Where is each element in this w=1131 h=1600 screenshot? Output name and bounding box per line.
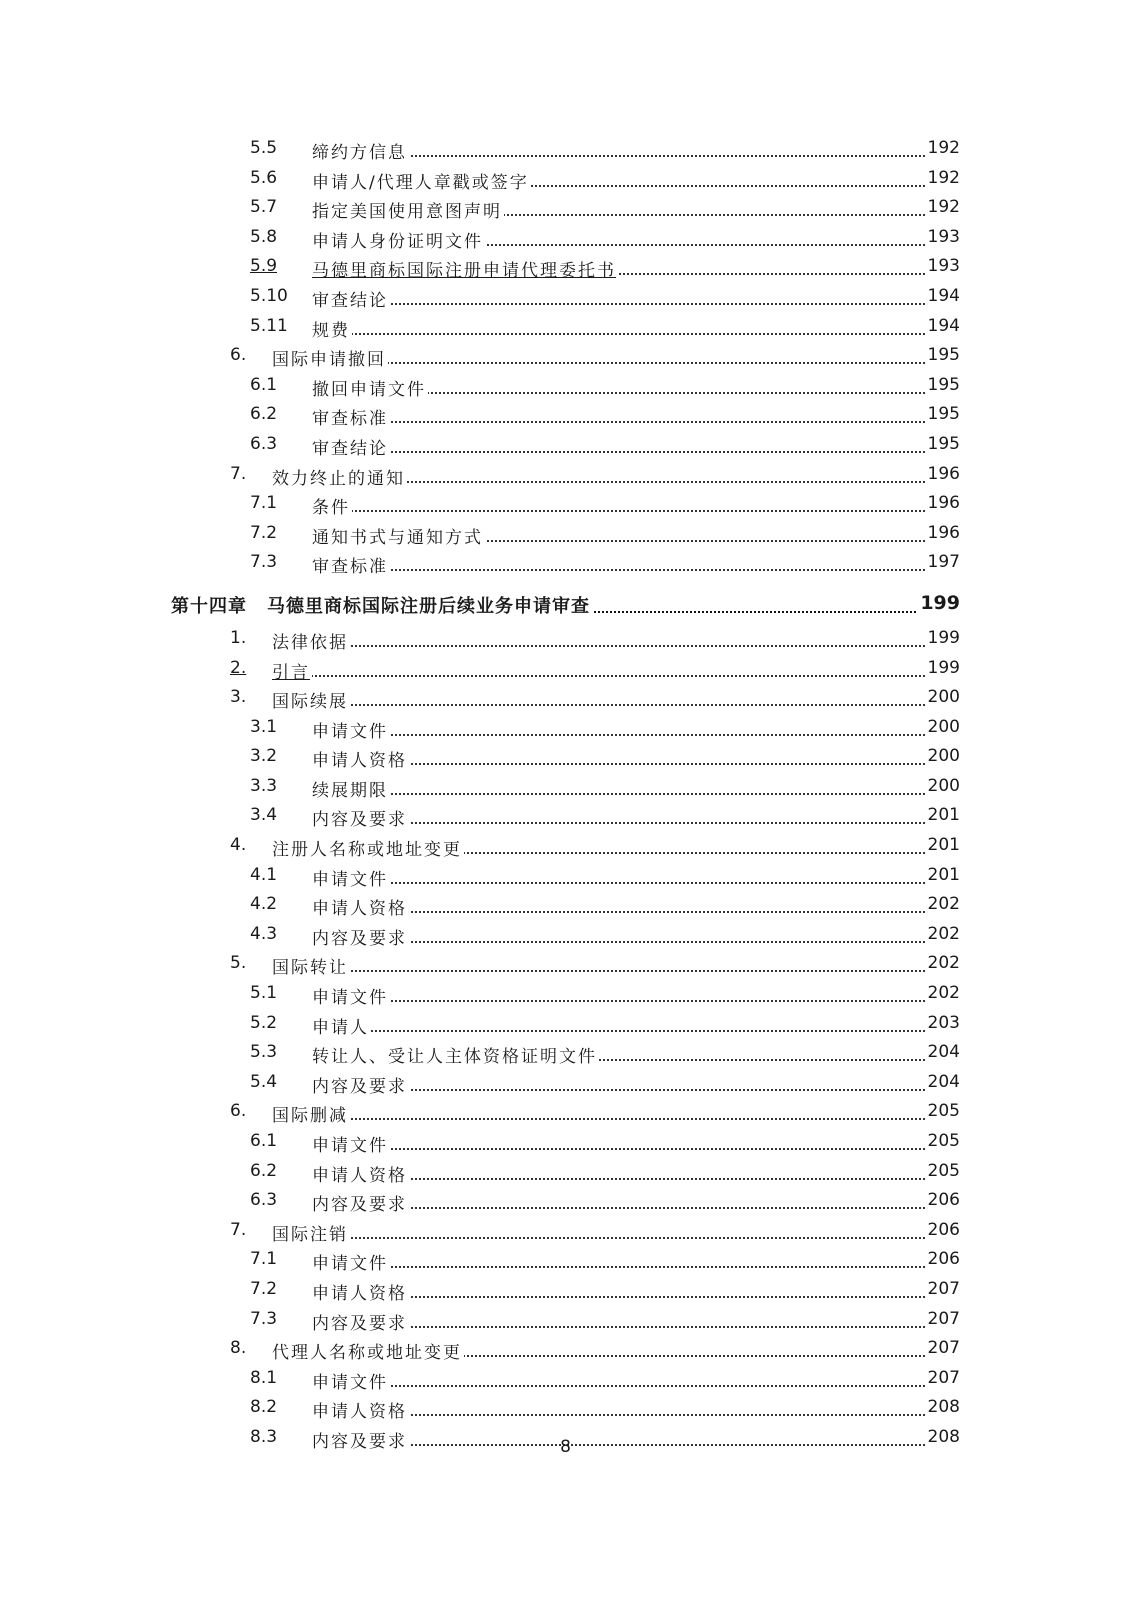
toc-entry-number: 7.3 [250, 1308, 278, 1329]
toc-page-number: 205 [927, 1131, 960, 1151]
toc-entry[interactable] [0, 1334, 1131, 1364]
toc-entry-number: 1. [230, 627, 247, 648]
toc-entry[interactable] [0, 1275, 1131, 1305]
toc-dot-leader [272, 645, 960, 647]
toc-entry-title: 申请文件 [312, 865, 390, 890]
toc-page-number: 195 [927, 433, 960, 454]
toc-dot-leader [312, 1178, 960, 1180]
toc-entry-title: 国际删减 [272, 1101, 350, 1126]
toc-entry[interactable] [0, 1038, 1131, 1068]
toc-page-number: 206 [927, 1190, 960, 1211]
toc-entry[interactable] [0, 371, 1131, 401]
toc-entry-title: 国际注销 [272, 1220, 350, 1245]
toc-entry[interactable] [0, 890, 1131, 920]
toc-entry[interactable] [0, 1097, 1131, 1127]
toc-entry-number: 5.2 [250, 1012, 278, 1033]
toc-page-number: 199 [927, 627, 960, 648]
toc-page-number: 205 [927, 1101, 960, 1122]
toc-page-number: 202 [927, 923, 960, 944]
toc-page-number: 206 [927, 1249, 960, 1270]
toc-entry-number: 5.1 [250, 983, 278, 1004]
toc-entry[interactable] [0, 1009, 1131, 1039]
toc-entry-title: 通知书式与通知方式 [312, 523, 485, 548]
toc-entry[interactable] [0, 460, 1131, 490]
toc-entry-title: 审查结论 [312, 286, 390, 311]
toc-entry-number: 2. [230, 657, 247, 678]
toc-page-number: 194 [927, 315, 960, 336]
toc-dot-leader [312, 911, 960, 913]
toc-entry-number: 3.4 [250, 805, 278, 826]
toc-entry[interactable] [0, 683, 1131, 713]
toc-entry-number: 3.2 [250, 746, 278, 767]
toc-entry[interactable] [0, 400, 1131, 430]
toc-page-number: 200 [927, 716, 960, 737]
toc-entry-title: 马德里商标国际注册后续业务申请审查 [267, 592, 592, 618]
toc-page-number: 207 [927, 1308, 960, 1329]
toc-entry-number: 5.7 [250, 197, 278, 218]
toc-entry-title: 审查标准 [312, 552, 390, 577]
toc-entry[interactable] [0, 1068, 1131, 1098]
toc-page-number: 205 [927, 1160, 960, 1181]
table-of-contents [0, 134, 1131, 1453]
toc-entry-title: 国际续展 [272, 687, 350, 712]
toc-entry-title: 条件 [312, 493, 352, 518]
toc-entry-title: 审查结论 [312, 434, 390, 459]
toc-entry[interactable] [0, 949, 1131, 979]
toc-page-number: 195 [927, 345, 960, 366]
toc-entry-number: 7.1 [250, 493, 278, 514]
toc-dot-leader [312, 941, 960, 943]
toc-dot-leader [312, 333, 960, 335]
toc-entry[interactable] [0, 1393, 1131, 1423]
toc-page-number: 195 [927, 404, 960, 425]
toc-dot-leader [312, 1296, 960, 1298]
toc-page-number: 201 [927, 864, 960, 885]
toc-entry-title: 内容及要求 [312, 924, 409, 949]
toc-page-number: 192 [927, 167, 960, 188]
toc-entry[interactable] [0, 312, 1131, 342]
toc-entry-title: 申请文件 [312, 717, 390, 742]
toc-entry-title: 内容及要求 [312, 1072, 409, 1097]
toc-entry-title: 审查标准 [312, 404, 390, 429]
toc-entry[interactable] [0, 223, 1131, 253]
toc-entry[interactable] [0, 624, 1131, 654]
toc-dot-leader [272, 1118, 960, 1120]
toc-page-number: 200 [927, 775, 960, 796]
toc-dot-leader [312, 822, 960, 824]
toc-entry-title: 申请人资格 [312, 1279, 409, 1304]
toc-entry-title: 注册人名称或地址变更 [272, 835, 464, 860]
toc-entry-title: 效力终止的通知 [272, 464, 407, 489]
toc-entry[interactable] [0, 1186, 1131, 1216]
toc-page-number: 193 [927, 256, 960, 277]
toc-entry[interactable] [0, 920, 1131, 950]
toc-page-number: 207 [927, 1367, 960, 1388]
toc-dot-leader [312, 1414, 960, 1416]
toc-page-number: 194 [927, 285, 960, 306]
toc-dot-leader [312, 569, 960, 571]
toc-page-number: 208 [927, 1426, 960, 1447]
toc-dot-leader [312, 510, 960, 512]
toc-entry-number: 3.1 [250, 716, 278, 737]
toc-entry-title: 转让人、受让人主体资格证明文件 [312, 1042, 599, 1067]
toc-page-number: 207 [927, 1278, 960, 1299]
toc-dot-leader [312, 1000, 960, 1002]
toc-page-number: 204 [927, 1042, 960, 1063]
toc-dot-leader [312, 793, 960, 795]
toc-entry-number: 6.2 [250, 404, 278, 425]
toc-dot-leader [312, 882, 960, 884]
toc-entry[interactable] [0, 861, 1131, 891]
toc-page-number: 196 [927, 522, 960, 543]
toc-page-number: 199 [927, 657, 960, 678]
toc-entry[interactable] [0, 489, 1131, 519]
toc-entry[interactable] [0, 654, 1131, 684]
toc-page-number: 196 [927, 463, 960, 484]
toc-entry-title: 申请文件 [312, 1131, 390, 1156]
toc-dot-leader [312, 421, 960, 423]
toc-entry-title: 内容及要求 [312, 1309, 409, 1334]
toc-page-number: 203 [927, 1012, 960, 1033]
toc-entry-title: 申请人资格 [312, 1161, 409, 1186]
toc-entry[interactable] [0, 282, 1131, 312]
toc-entry-number: 3. [230, 687, 247, 708]
toc-entry-title: 申请人资格 [312, 746, 409, 771]
toc-entry-number: 6.1 [250, 374, 278, 395]
toc-entry[interactable] [0, 1305, 1131, 1335]
toc-page-number: 201 [927, 835, 960, 856]
toc-page-number: 193 [927, 226, 960, 247]
toc-dot-leader [312, 1326, 960, 1328]
toc-entry-number: 5. [230, 953, 247, 974]
toc-dot-leader [312, 1030, 960, 1032]
toc-page-number: 199 [920, 591, 960, 614]
toc-entry-title: 撤回申请文件 [312, 375, 428, 400]
toc-entry[interactable] [0, 1245, 1131, 1275]
toc-entry-number: 4.2 [250, 894, 278, 915]
toc-entry-number: 4.3 [250, 923, 278, 944]
toc-entry[interactable] [0, 430, 1131, 460]
toc-entry-title: 续展期限 [312, 776, 390, 801]
toc-entry-title: 指定美国使用意图声明 [312, 197, 504, 222]
toc-entry-number: 6.2 [250, 1160, 278, 1181]
toc-dot-leader [312, 1089, 960, 1091]
toc-entry-title: 引言 [272, 658, 312, 683]
toc-entry-number: 6. [230, 1101, 247, 1122]
toc-entry-number: 8. [230, 1338, 247, 1359]
toc-page-number: 207 [927, 1338, 960, 1359]
toc-entry[interactable] [0, 548, 1131, 578]
toc-entry-title: 申请文件 [312, 983, 390, 1008]
toc-entry-number: 8.3 [250, 1426, 278, 1447]
toc-entry-number: 5.8 [250, 226, 278, 247]
toc-entry-title: 内容及要求 [312, 805, 409, 830]
toc-page-number: 197 [927, 552, 960, 573]
toc-page-number: 202 [927, 953, 960, 974]
toc-dot-leader [272, 675, 960, 677]
toc-entry[interactable] [0, 831, 1131, 861]
toc-dot-leader [272, 970, 960, 972]
toc-entry-number: 5.9 [250, 256, 278, 277]
toc-entry[interactable] [0, 742, 1131, 772]
toc-entry-title: 代理人名称或地址变更 [272, 1338, 464, 1363]
toc-entry-title: 申请人资格 [312, 1397, 409, 1422]
toc-dot-leader [272, 1237, 960, 1239]
toc-entry-number: 6.3 [250, 1190, 278, 1211]
toc-entry-number: 4. [230, 835, 247, 856]
toc-dot-leader [312, 1207, 960, 1209]
toc-entry[interactable] [0, 801, 1131, 831]
toc-dot-leader [312, 155, 960, 157]
toc-entry[interactable] [0, 341, 1131, 371]
toc-entry[interactable] [0, 164, 1131, 194]
toc-page-number: 206 [927, 1219, 960, 1240]
toc-page-number: 202 [927, 983, 960, 1004]
toc-entry[interactable] [0, 979, 1131, 1009]
toc-entry-title: 缔约方信息 [312, 138, 409, 163]
toc-entry-number: 4.1 [250, 864, 278, 885]
toc-entry-title: 马德里商标国际注册申请代理委托书 [312, 256, 618, 281]
toc-entry[interactable] [0, 1127, 1131, 1157]
toc-entry[interactable] [0, 519, 1131, 549]
toc-entry-title: 申请人 [312, 1013, 371, 1038]
toc-entry-title: 内容及要求 [312, 1427, 409, 1452]
toc-entry-title: 申请文件 [312, 1368, 390, 1393]
toc-entry-title: 国际转让 [272, 953, 350, 978]
toc-entry-number: 6.3 [250, 433, 278, 454]
toc-entry-number: 5.10 [250, 285, 288, 306]
toc-dot-leader [312, 763, 960, 765]
toc-entry-number: 7. [230, 1219, 247, 1240]
toc-entry-number: 6. [230, 345, 247, 366]
toc-dot-leader [312, 1148, 960, 1150]
toc-entry-title: 申请文件 [312, 1249, 390, 1274]
toc-page-number: 192 [927, 197, 960, 218]
toc-page-number: 200 [927, 746, 960, 767]
toc-entry[interactable] [0, 772, 1131, 802]
toc-entry-number: 7.3 [250, 552, 278, 573]
toc-page-number: 200 [927, 687, 960, 708]
toc-dot-leader [312, 303, 960, 305]
toc-entry-number: 5.5 [250, 138, 278, 158]
toc-page-number: 192 [927, 138, 960, 158]
toc-entry-number: 5.6 [250, 167, 278, 188]
toc-entry-number: 5.3 [250, 1042, 278, 1063]
toc-entry-title: 国际申请撤回 [272, 345, 388, 370]
toc-entry-number: 7.2 [250, 1278, 278, 1299]
toc-page-number: 204 [927, 1071, 960, 1092]
toc-page-number: 208 [927, 1397, 960, 1418]
toc-entry[interactable] [0, 134, 1131, 164]
toc-entry-title: 申请人身份证明文件 [312, 227, 485, 252]
toc-entry[interactable] [0, 1216, 1131, 1246]
toc-entry-number: 8.2 [250, 1397, 278, 1418]
toc-dot-leader [312, 1266, 960, 1268]
toc-entry-number: 8.1 [250, 1367, 278, 1388]
toc-dot-leader [312, 1385, 960, 1387]
toc-entry[interactable] [0, 252, 1131, 282]
toc-entry-number: 6.1 [250, 1131, 278, 1151]
toc-entry[interactable] [0, 713, 1131, 743]
toc-page-number: 196 [927, 493, 960, 514]
toc-dot-leader [272, 704, 960, 706]
toc-entry[interactable] [0, 1364, 1131, 1394]
toc-page-number: 195 [927, 374, 960, 395]
toc-entry-title: 内容及要求 [312, 1190, 409, 1215]
toc-entry-title: 申请人资格 [312, 894, 409, 919]
toc-entry[interactable] [0, 1157, 1131, 1187]
toc-page-number: 201 [927, 805, 960, 826]
toc-entry-title: 规费 [312, 316, 352, 341]
toc-dot-leader [312, 734, 960, 736]
toc-entry-number: 7. [230, 463, 247, 484]
toc-entry-number: 第十四章 [171, 595, 247, 617]
toc-entry[interactable] [0, 193, 1131, 223]
toc-entry-number: 5.11 [250, 315, 288, 336]
toc-dot-leader [312, 451, 960, 453]
toc-entry-title: 法律依据 [272, 628, 350, 653]
toc-entry-title: 申请人/代理人章戳或签字 [312, 168, 531, 193]
toc-entry-number: 3.3 [250, 775, 278, 796]
toc-entry-number: 7.2 [250, 522, 278, 543]
page-number: 8 [560, 1437, 571, 1457]
toc-entry-number: 7.1 [250, 1249, 278, 1270]
toc-page-number: 202 [927, 894, 960, 915]
toc-entry-number: 5.4 [250, 1071, 278, 1092]
toc-chapter-entry[interactable] [0, 582, 1131, 622]
